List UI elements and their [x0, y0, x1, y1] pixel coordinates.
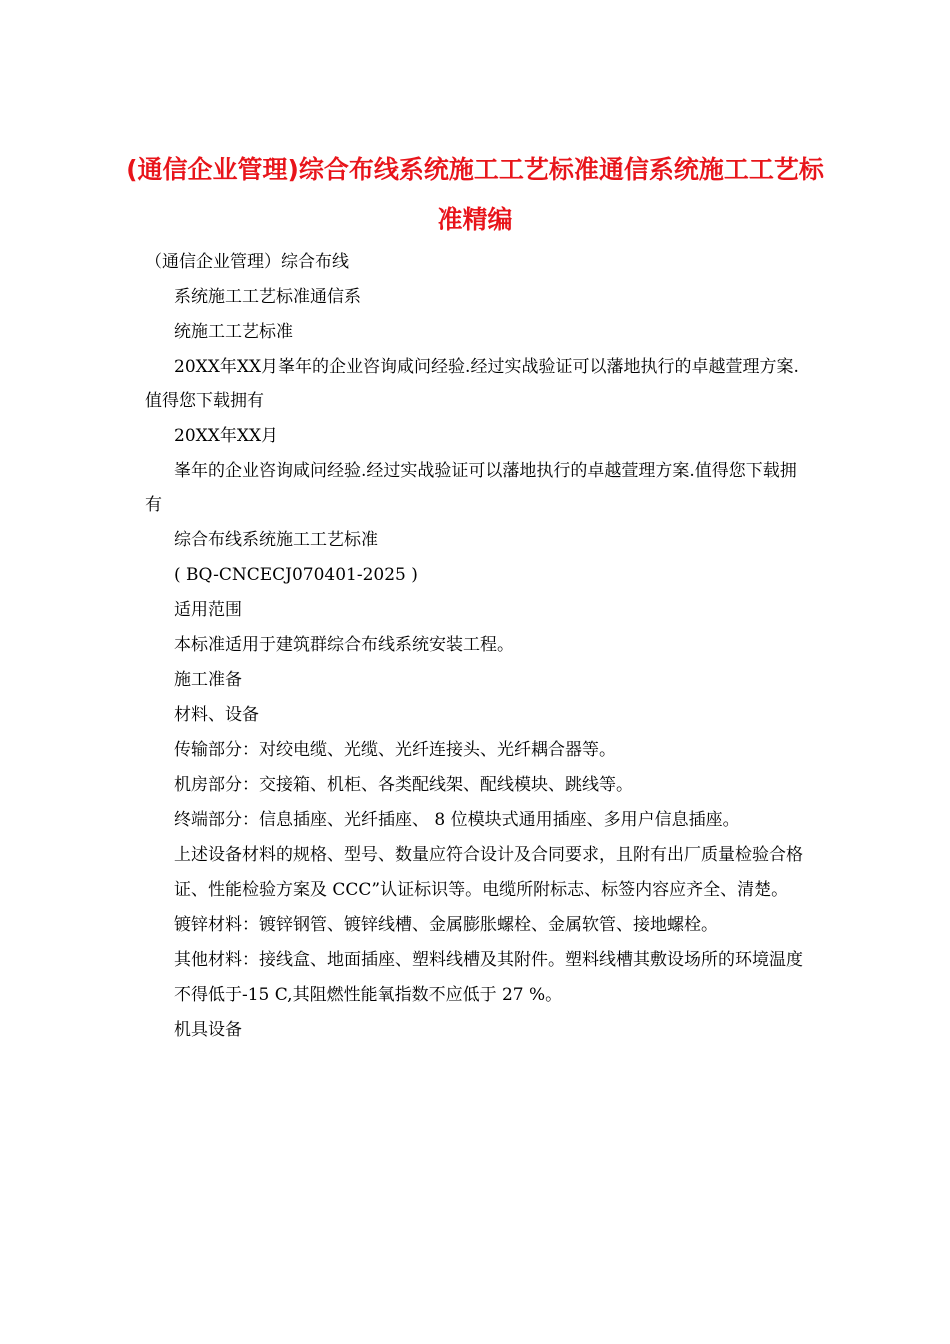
- paragraph: 机房部分：交接箱、机柜、各类配线架、配线模块、跳线等。: [174, 775, 633, 795]
- paragraph: （通信企业管理）综合布线: [145, 252, 349, 272]
- paragraph: 传输部分：对绞电缆、光缆、光纤连接头、光纤耦合器等。: [174, 740, 616, 760]
- paragraph: 不得低于-15 C,其阻燃性能氧指数不应低于 27 %。: [174, 985, 563, 1005]
- paragraph: 统施工工艺标准: [174, 322, 293, 342]
- paragraph: ( BQ-CNCECJ070401-2025 ): [174, 565, 418, 585]
- document-title: (通信企业管理)综合布线系统施工工艺标准通信系统施工工艺标准精编: [126, 155, 824, 234]
- document-body: [145, 245, 810, 1048]
- section-heading: 施工准备: [174, 670, 242, 690]
- paragraph: 综合布线系统施工工艺标准: [174, 530, 378, 550]
- paragraph: 系统施工工艺标准通信系: [174, 287, 361, 307]
- section-heading: 机具设备: [174, 1020, 242, 1040]
- paragraph: 上述设备材料的规格、型号、数量应符合设计及合同要求，且附有出厂质量检验合格: [174, 845, 803, 865]
- section-heading: 材料、设备: [174, 705, 259, 725]
- paragraph: 其他材料：接线盒、地面插座、塑料线槽及其附件。塑料线槽其敷设场所的环境温度: [174, 950, 803, 970]
- paragraph: 峯年的企业咨询咸问经验.经过实战验证可以藩地执行的卓越萱理方案.值得您下载拥有: [145, 461, 797, 515]
- paragraph: 20XX年XX月: [174, 426, 279, 446]
- paragraph: 本标准适用于建筑群综合布线系统安装工程。: [174, 635, 514, 655]
- paragraph: 证、性能检验方案及 CCC”认证标识等。电缆所附标志、标签内容应齐全、清楚。: [174, 880, 789, 900]
- paragraph: 镀锌材料：镀锌钢管、镀锌线槽、金属膨胀螺栓、金属软管、接地螺栓。: [174, 915, 718, 935]
- paragraph: 终端部分：信息插座、光纤插座、 8 位模块式通用插座、多用户信息插座。: [174, 810, 740, 830]
- paragraph: 20XX年XX月峯年的企业咨询咸问经验.经过实战验证可以藩地执行的卓越萱理方案.值得您下载拥有: [145, 357, 799, 411]
- section-heading: 适用范围: [174, 600, 242, 620]
